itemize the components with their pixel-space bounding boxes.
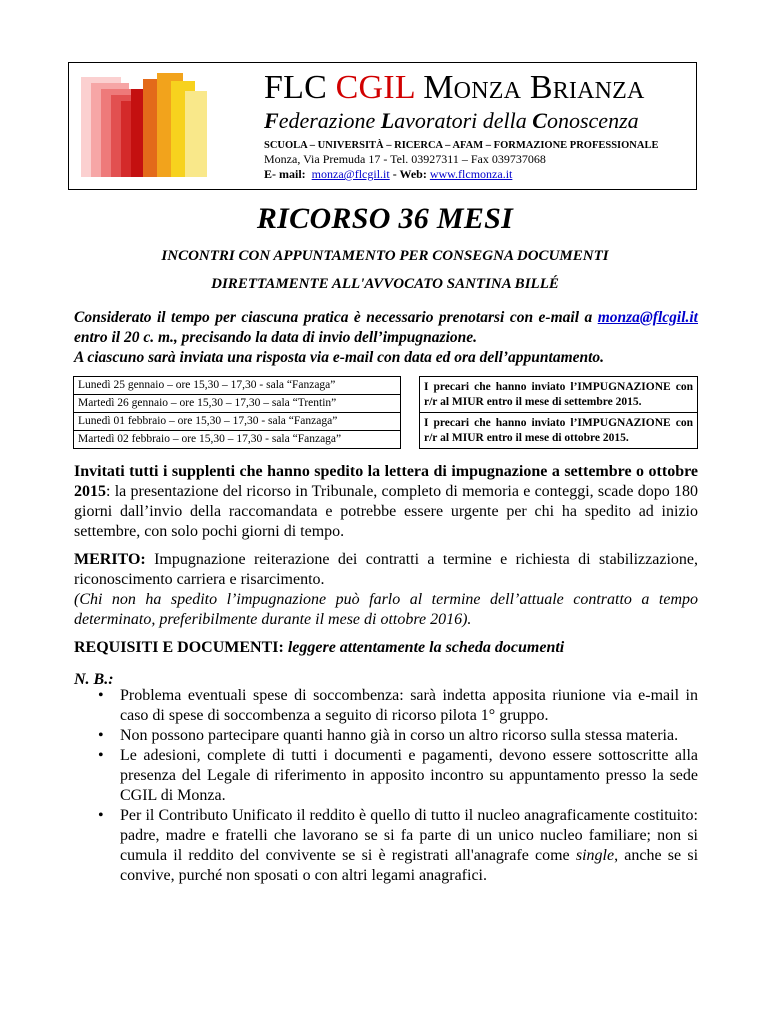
nb-heading: N. B.: bbox=[74, 671, 114, 688]
bullet-icon: • bbox=[98, 727, 104, 744]
bullet-icon: • bbox=[98, 747, 104, 764]
intro-paragraph: Considerato il tempo per ciascuna pratica è necessario prenotarsi con e-mail a monza@flcgil.it entro il 20 c. m., precisando la data di invio dell’impugnazione. A ciascuno sarà inviata una risposta via e-mail con data ed ora dell’appuntamento. bbox=[74, 309, 698, 366]
sectors: SCUOLA – UNIVERSITÀ – RICERCA – AFAM – FORMAZIONE PROFESSIONALE bbox=[264, 140, 659, 151]
schedule-group-note: I precari che hanno inviato l’IMPUGNAZIONE con r/r al MIUR entro il mese di ottobre 2015. bbox=[420, 413, 698, 449]
list-item: • Per il Contributo Unificato il reddito è quello di tutto il nucleo anagraficamente costituito: padre, madre e fratelli che lavorano se si fa parte di un unico nucleo familiare; non si cumula il reddito del convivente se si è registrati all'anagrafe come single, anche se si convive, purché non sposati o con altri legami anagrafici. bbox=[98, 807, 699, 884]
schedule-date: Martedì 02 febbraio – ore 15,30 – 17,30 - sala “Fanzaga” bbox=[74, 431, 401, 449]
contacts: E- mail: monza@flcgil.it - Web: www.flcmonza.it bbox=[264, 167, 513, 181]
intro-email-link[interactable]: monza@flcgil.it bbox=[597, 309, 698, 326]
list-item: • Problema eventuali spese di soccombenza: sarà indetta apposita riunione via e-mail in caso di spese di soccombenza a seguito di ricorso pilota 1° gruppo. bbox=[98, 687, 698, 724]
table-row bbox=[74, 413, 698, 431]
bullet-icon: • bbox=[98, 807, 104, 824]
merito-note: (Chi non ha spedito l’impugnazione può farlo al termine dell’attuale contratto a tempo determinato, preferibilmente durante il mese di ottobre 2016). bbox=[74, 591, 698, 628]
bullet-icon: • bbox=[98, 687, 104, 704]
flc-cgil-logo bbox=[77, 69, 257, 183]
invited-paragraph: Invitati tutti i supplenti che hanno spedito la lettera di impugnazione a settembre o ottobre 2015: la presentazione del ricorso in Tribunale, completo di memoria e conteggi, scade dopo 180 giorni dall’invio della raccomandata e potrebbe essere urgente per chi ha spedito ad inizio settembre, con solo pochi giorni di tempo. bbox=[74, 463, 698, 540]
notes-list bbox=[74, 686, 698, 886]
schedule-table bbox=[73, 376, 698, 449]
subtitle-meetings: INCONTRI CON APPUNTAMENTO PER CONSEGNA DOCUMENTI bbox=[161, 248, 609, 264]
federation-name: Federazione Lavoratori della Conoscenza bbox=[264, 108, 639, 133]
page-title: RICORSO 36 MESI bbox=[256, 202, 514, 235]
list-item: • Le adesioni, complete di tutti i documenti e pagamenti, devono essere sottoscritte alla presenza del Legale di riferimento in apposito incontro su appuntamento presso la sede CGIL di Monza. bbox=[98, 747, 698, 804]
schedule-date: Lunedì 25 gennaio – ore 15,30 – 17,30 - sala “Fanzaga” bbox=[74, 377, 401, 395]
subtitle-lawyer: DIRETTAMENTE ALL'AVVOCATO SANTINA BILLÉ bbox=[211, 276, 559, 292]
requisiti-heading: REQUISITI E DOCUMENTI: leggere attentamente la scheda documenti bbox=[74, 639, 565, 656]
letterhead bbox=[68, 62, 697, 190]
table-row bbox=[74, 377, 698, 395]
web-link[interactable]: www.flcmonza.it bbox=[429, 167, 513, 181]
address: Monza, Via Premuda 17 - Tel. 03927311 – Fax 039737068 bbox=[264, 152, 546, 166]
organization-name: FLC CGIL Monza Brianza bbox=[264, 69, 645, 106]
list-item: • Non possono partecipare quanti hanno già in corso un altro ricorso sulla stessa materia. bbox=[98, 727, 679, 744]
schedule-group-note: I precari che hanno inviato l’IMPUGNAZIONE con r/r al MIUR entro il mese di settembre 2015. bbox=[420, 377, 698, 413]
schedule-date: Martedì 26 gennaio – ore 15,30 – 17,30 – sala “Trentin” bbox=[74, 395, 401, 413]
schedule-date: Lunedì 01 febbraio – ore 15,30 – 17,30 - sala “Fanzaga” bbox=[74, 413, 401, 431]
email-link[interactable]: monza@flcgil.it bbox=[311, 167, 390, 181]
merito-paragraph: MERITO: Impugnazione reiterazione dei contratti a termine e richiesta di stabilizzazione, riconoscimento carriera e risarcimento. (Chi non ha spedito l’impugnazione può farlo al termine dell’attuale contratto a tempo determinato, preferibilmente durante il mese di ottobre 2016). bbox=[74, 551, 698, 628]
